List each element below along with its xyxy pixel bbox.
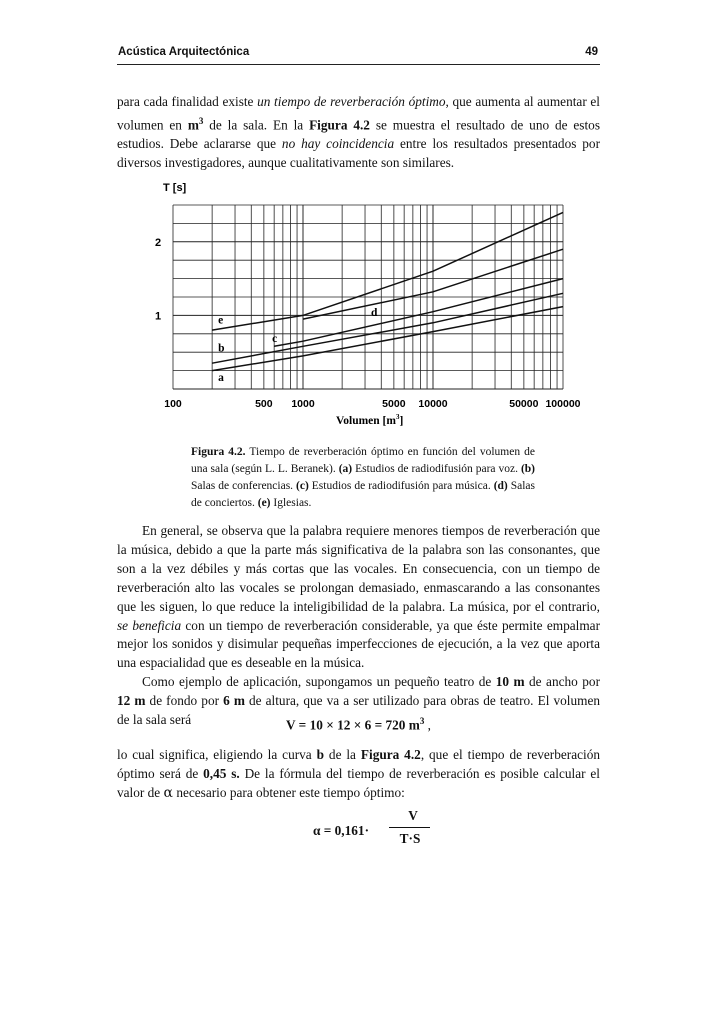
running-title: Acústica Arquitectónica bbox=[118, 46, 250, 58]
x-tick-label: 10000 bbox=[418, 398, 448, 410]
x-tick-label: 50000 bbox=[509, 398, 539, 410]
y-axis-label: T [s] bbox=[163, 182, 187, 194]
reverberation-chart bbox=[140, 172, 600, 437]
body-paragraph: En general, se observa que la palabra requiere menores tiempos de reverberación que la música, debido a que la parte más significativa de la palabra son las consonantes, que son a la vez débiles y más cortas que las vocales. En consecuencia, con un tiempo de reverberación alto las vocales se prolongan demasiado, enmascarando a las consonantes que les siguen, lo que reduce la inteligibilidad de la palabra. La música, por el contrario, se beneficia con un tiempo de reverberación considerable, ya que éste permite empalmar mejor los sonidos y disimular pequeñas imperfecciones de ejecución, a la vez que aporta una espacialidad que es deseable en la música. Como ejemplo de aplicación, supongamos un pequeño teatro de 10 m de ancho por 12 m de fondo por 6 m de altura, que va a ser utilizado para obras de teatro. El volumen de la sala será bbox=[117, 523, 601, 728]
curve-label-e: e bbox=[218, 314, 224, 327]
x-tick-label: 1000 bbox=[291, 398, 315, 410]
curve-labels bbox=[218, 307, 378, 384]
page-number: 49 bbox=[585, 46, 598, 58]
curve-label-a: a bbox=[218, 371, 224, 384]
x-tick-label: 100000 bbox=[545, 398, 581, 410]
x-axis-label: Volumen $[m^3]$ bbox=[336, 413, 404, 427]
x-tick-label: 500 bbox=[255, 398, 273, 410]
y-tick-label: 1 bbox=[155, 310, 162, 323]
curves bbox=[212, 212, 563, 370]
page-header bbox=[117, 44, 600, 65]
intro-paragraph: para cada finalidad existe un tiempo de reverberación óptimo, que aumenta al aumentar el volumen en $m^3$ de la sala. En la Figura 4.2 se muestra el resultado de uno de estos estudios. Debe aclararse que no hay coincidencia entre los resultados presentados por diversos investigadores, aunque cualitativamente son similares. bbox=[117, 94, 601, 171]
x-ticks bbox=[164, 398, 580, 410]
closing-paragraph: lo cual significa, eligiendo la curva b de la Figura 4.2, que el tiempo de reverberación óptimo será de 0,45 s. De la fórmula del tiempo de reverberación es posible calcular el valor de α necesario para obtener este tiempo óptimo: bbox=[117, 747, 600, 801]
curve-label-b: b bbox=[218, 342, 225, 355]
y-ticks bbox=[155, 237, 161, 323]
y-tick-label: 2 bbox=[155, 236, 162, 249]
curve-a bbox=[212, 307, 563, 371]
figure-caption: Figura 4.2. Tiempo de reverberación óptimo en función del volumen de una sala (según L. L. Beranek). (a) Estudios de radiodifusión para voz. (b) Salas de conferencias. (c) Estudios de radiodifusión para música. (d) Salas de conciertos. (e) Iglesias. bbox=[191, 446, 535, 509]
grid bbox=[173, 205, 563, 389]
volume-formula: V = 10 × 12 × 6 = 720 $m^3$ , bbox=[286, 716, 432, 733]
x-tick-label: 5000 bbox=[382, 398, 406, 410]
curve-b bbox=[212, 293, 563, 363]
curve-label-c: c bbox=[272, 332, 278, 345]
x-tick-label: 100 bbox=[164, 398, 182, 410]
curve-e bbox=[212, 212, 563, 330]
curve-label-d: d bbox=[371, 307, 378, 320]
curve-c bbox=[274, 279, 563, 347]
